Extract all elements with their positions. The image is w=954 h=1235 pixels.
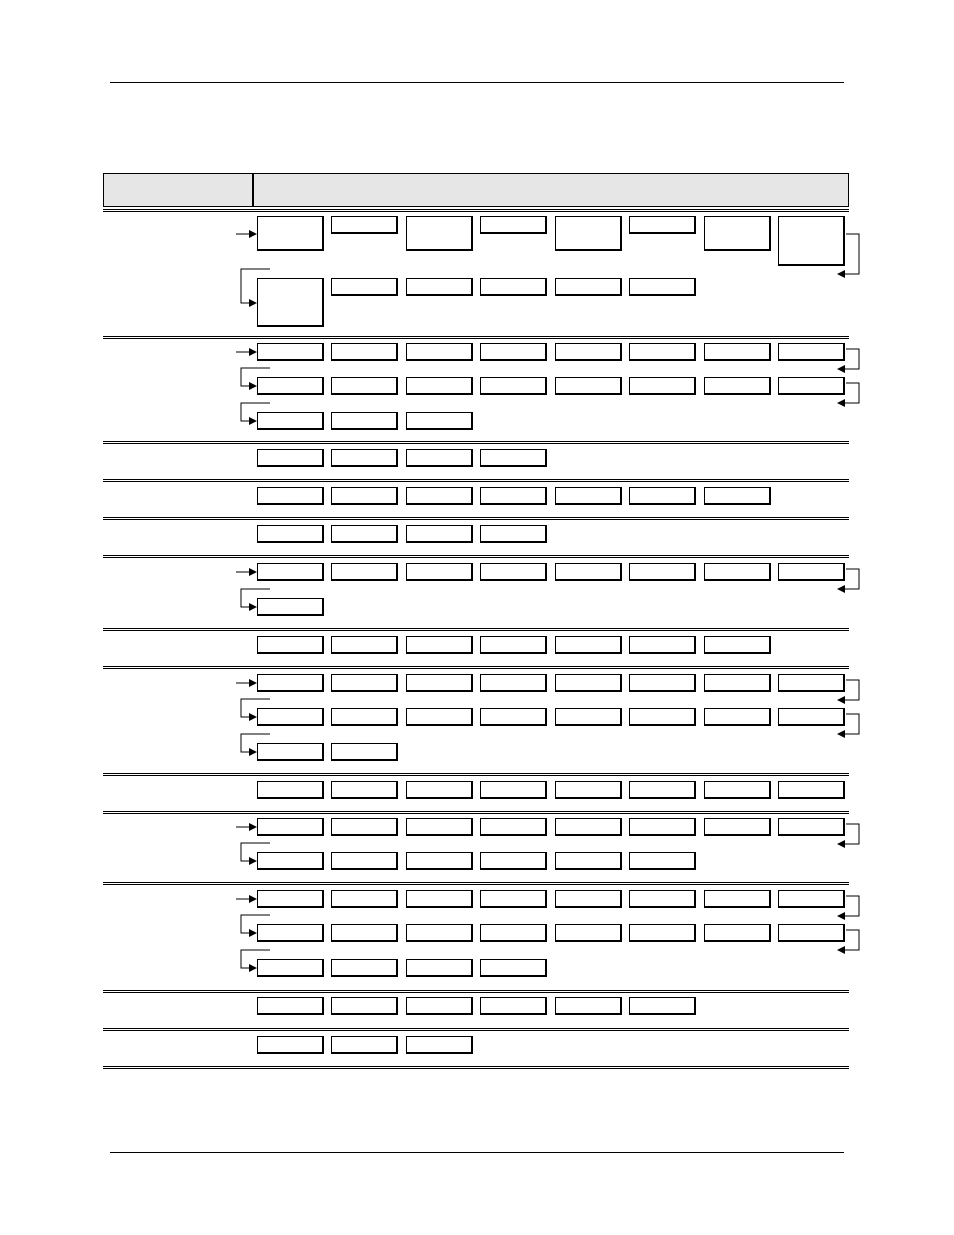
wrap-out-arrow-head [837, 946, 845, 954]
wrap-in-arrow-head [249, 382, 257, 390]
wrap-out-arrow-line [838, 234, 859, 274]
wrap-out-arrow-line [838, 680, 859, 700]
wrap-in-arrow-line [241, 403, 270, 421]
wrap-out-arrow-line [838, 349, 859, 369]
wrap-in-arrow-line [241, 269, 270, 303]
wrap-out-arrow-head [837, 399, 845, 407]
wrap-out-arrow-line [838, 383, 859, 403]
wrap-out-arrow-head [837, 912, 845, 920]
wrap-out-arrow-head [837, 585, 845, 593]
wrap-in-arrow-line [241, 589, 270, 607]
wrap-out-arrow-line [838, 569, 859, 589]
entry-arrow-head [249, 568, 257, 576]
wrap-in-arrow-head [249, 603, 257, 611]
wrap-out-arrow-head [837, 270, 845, 278]
wrap-out-arrow-line [838, 896, 859, 916]
wrap-out-arrow-line [838, 824, 859, 844]
wrap-out-arrow-head [837, 696, 845, 704]
bottom-rule [110, 1152, 844, 1153]
wrap-in-arrow-line [241, 699, 270, 717]
entry-arrow-head [249, 679, 257, 687]
entry-arrow-head [249, 895, 257, 903]
wrap-in-arrow-head [249, 857, 257, 865]
wrap-in-arrow-head [249, 417, 257, 425]
wrap-out-arrow-head [837, 840, 845, 848]
wrap-in-arrow-line [241, 843, 270, 861]
wrap-out-arrow-line [838, 930, 859, 950]
wrap-in-arrow-line [241, 950, 270, 968]
wrap-out-arrow-line [838, 714, 859, 734]
wrap-in-arrow-head [249, 299, 257, 307]
entry-arrow-head [249, 230, 257, 238]
wrap-out-arrow-head [837, 730, 845, 738]
wrap-in-arrow-line [241, 368, 270, 386]
wrap-in-arrow-line [241, 734, 270, 752]
wrap-in-arrow-head [249, 929, 257, 937]
entry-arrow-head [249, 348, 257, 356]
wrap-in-arrow-head [249, 713, 257, 721]
wrap-in-arrow-line [241, 915, 270, 933]
wrap-out-arrow-head [837, 365, 845, 373]
wrap-in-arrow-head [249, 748, 257, 756]
entry-arrow-head [249, 823, 257, 831]
wrap-in-arrow-head [249, 964, 257, 972]
